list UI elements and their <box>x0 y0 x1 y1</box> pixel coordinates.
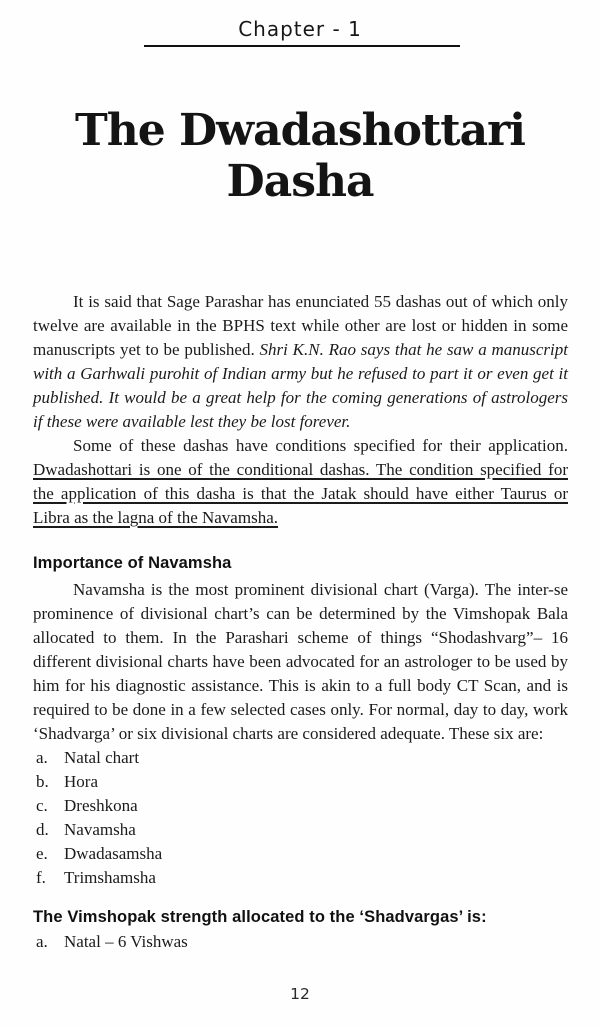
list-item <box>33 794 568 818</box>
list-item-label: Natal chart <box>64 748 140 767</box>
list-item-marker: f. <box>36 868 46 887</box>
paragraph-conditions-normal-text: Some of these dashas have conditions specified for their application. <box>73 436 568 455</box>
list-item <box>33 842 568 866</box>
paragraph-conditions <box>33 434 568 530</box>
section-heading-vimshopak-strength: The Vimshopak strength allocated to the ‘Shadvargas’ is: <box>33 908 487 926</box>
paragraph-navamsha: Navamsha is the most prominent divisional chart (Varga). The inter-se prominence of divisional chart’s can be determined by the Vimshopak Bala allocated to them. In the Parashari scheme of things “Shodashvarg”– 16 different divisional charts have been advocated for an astrologer to be used by him for his diagnostic assistance. This is akin to a full body CT Scan, and is required to be done in a few selected cases only. For normal, day to day, work ‘Shadvarga’ or six divisional charts are considered adequate. These six are: <box>33 580 568 743</box>
list-item <box>33 930 568 954</box>
list-item-marker: d. <box>36 820 49 839</box>
page-number: 12 <box>290 985 310 1003</box>
chapter-header: Chapter - 1 <box>238 17 362 41</box>
list-item-marker: a. <box>36 932 48 951</box>
paragraph-intro <box>33 290 568 434</box>
list-item <box>33 818 568 842</box>
page-title: The Dwadashottari Dasha <box>74 105 526 207</box>
chapter-divider-line <box>144 45 460 47</box>
paragraph-intro-normal-text: It is said that Sage Parashar has enunciated 55 dashas out of which only twelve are available in the BPHS text while other are lost or hidden in some manuscripts yet to be published. <box>33 292 568 359</box>
shadvarga-list <box>33 746 568 890</box>
list-item-label: Dwadasamsha <box>64 844 163 863</box>
paragraph-conditions-underlined-text: Dwadashottari is one of the conditional dashas. The condition specified for the application of this dasha is that the Jatak should have either Taurus or Libra as the lagna of the Navamsha. <box>33 460 568 527</box>
list-item-marker: b. <box>36 772 49 791</box>
vimshopak-list <box>33 930 568 954</box>
list-item-label: Dreshkona <box>64 796 138 815</box>
list-item-label: Trimshamsha <box>64 868 156 887</box>
page-body <box>33 290 568 954</box>
list-item <box>33 866 568 890</box>
list-item-marker: a. <box>36 748 48 767</box>
list-item-label: Navamsha <box>64 820 136 839</box>
list-item <box>33 770 568 794</box>
list-item-marker: c. <box>36 796 48 815</box>
paragraph-intro-italic-text: Shri K.N. Rao says that he saw a manuscript with a Garhwali purohit of Indian army but he refused to part it or even get it published. It would be a great help for the coming generations of astrologers if these were available lest they be lost forever. <box>33 340 568 431</box>
section-heading-importance-of-navamsha: Importance of Navamsha <box>33 554 232 572</box>
list-item-label: Hora <box>64 772 98 791</box>
list-item <box>33 746 568 770</box>
list-item-marker: e. <box>36 844 48 863</box>
list-item-label: Natal – 6 Vishwas <box>64 932 188 951</box>
